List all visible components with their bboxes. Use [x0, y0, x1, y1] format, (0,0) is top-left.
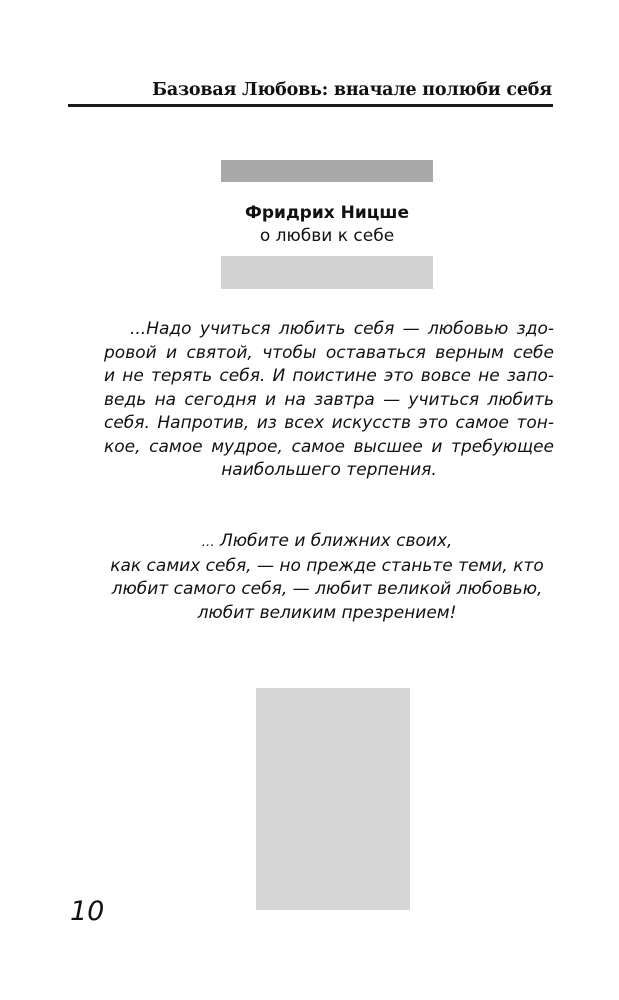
- author-name: Фридрих Ницше: [245, 203, 409, 223]
- quote-line: ровой и святой, чтобы оставаться верным себе: [104, 342, 554, 363]
- quote-line: любит великим презрением!: [197, 602, 457, 623]
- decorative-grey-block: [256, 688, 410, 910]
- quote-line: наибольшего терпения.: [221, 460, 437, 480]
- quote-line-text: Любите и ближних своих,: [214, 531, 453, 551]
- quote-line: себя. Напротив, из всех искусств это самое тон-: [104, 413, 554, 433]
- author-subtitle: о любви к себе: [259, 226, 395, 246]
- quote-line: любит самого себя, — любит великой любовью,: [111, 579, 543, 599]
- quote-line: и не терять себя. И поистине это вовсе не запо-: [104, 366, 554, 386]
- decorative-bar-top: [221, 160, 433, 182]
- quote-line: [90, 530, 564, 555]
- page-number: 10: [70, 896, 105, 927]
- quote-line: кое, самое мудрое, самое высшее и требующее: [104, 436, 554, 457]
- quote-love-neighbors: [90, 530, 564, 625]
- quote-self-love: [104, 318, 554, 483]
- header-divider: [68, 104, 553, 107]
- running-header-title: Базовая Любовь: вначале полюби себя: [152, 80, 552, 100]
- quote-line: ...Надо учиться любить себя — любовью здо-: [130, 319, 554, 339]
- quote-line: ведь на сегодня и на завтра — учиться любить: [104, 389, 554, 410]
- quote-ellipsis: …: [201, 535, 215, 550]
- decorative-bar-bottom: [221, 256, 433, 289]
- quote-line: как самих себя, — но прежде станьте теми, кто: [110, 555, 544, 576]
